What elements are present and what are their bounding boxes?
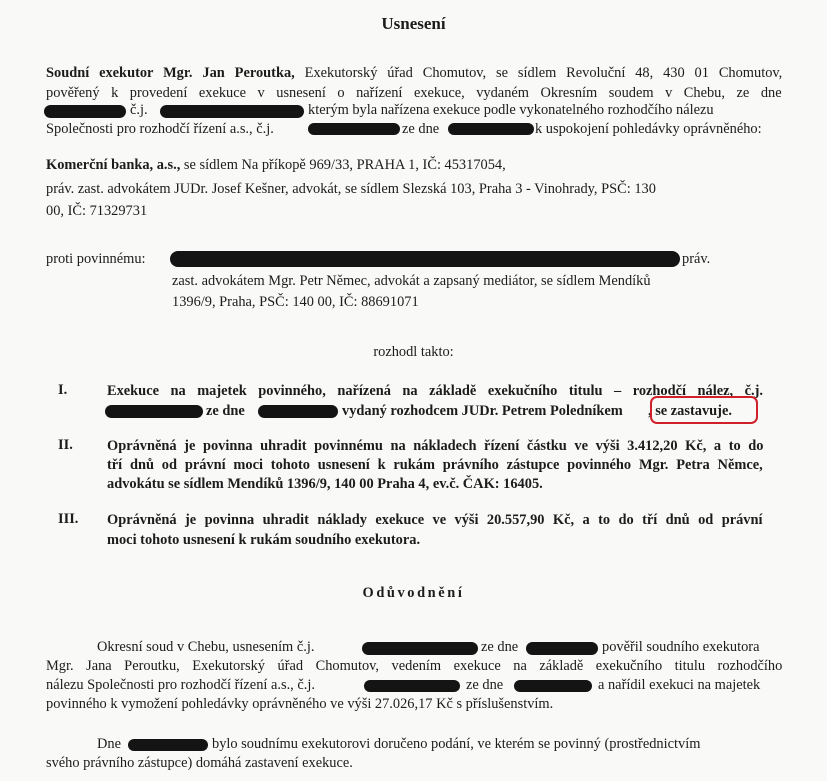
reasoning-p2-line-2: svého právního zástupce) domáhá zastavení exekuce. xyxy=(46,755,353,771)
point-1-line-2b: vydaný rozhodcem JUDr. Petrem Poledníkem xyxy=(342,403,623,419)
point-2-line-1: Oprávněná je povinna uhradit povinnému na nákladech řízení částku ve výši 3.412,20 Kč, a to do xyxy=(107,438,764,454)
executor-name: Soudní exekutor Mgr. Jan Peroutka, xyxy=(46,65,295,81)
executor-address: Exekutorský úřad Chomutov, se sídlem Revoluční 48, 430 01 Chomutov, xyxy=(294,65,783,81)
reasoning-p1-line-1c: pověřil soudního exekutora xyxy=(602,639,760,655)
redaction xyxy=(526,642,598,655)
intro-line-4a: Společnosti pro rozhodčí řízení a.s., č.j. xyxy=(46,121,274,137)
intro-line-2: pověřený k provedení exekuce v usnesení o nařízení exekuce, vydaném Okresním soudem v Chebu, ze dne xyxy=(46,85,782,101)
redaction xyxy=(105,405,203,418)
creditor-line-1 xyxy=(46,156,506,174)
redaction xyxy=(514,680,592,692)
decided-heading: rozhodl takto: xyxy=(373,344,454,360)
redaction xyxy=(170,251,680,267)
point-3-numeral: III. xyxy=(58,511,79,527)
creditor-line-2: práv. zast. advokátem JUDr. Josef Kešner, advokát, se sídlem Slezská 103, Praha 3 - Vinohrady, PSČ: 130 xyxy=(46,181,656,197)
intro-line-3b: kterým byla nařízena exekuce podle vykonatelného rozhodčího nálezu xyxy=(308,102,714,118)
debtor-label: proti povinnému: xyxy=(46,251,146,267)
reasoning-p1-line-1a: Okresní soud v Chebu, usnesením č.j. xyxy=(97,639,315,655)
point-1-line-2c: , se zastavuje. xyxy=(648,403,732,419)
creditor-name: Komerční banka, a.s., xyxy=(46,157,181,173)
document-title: Usnesení xyxy=(381,14,446,33)
redaction xyxy=(364,680,460,692)
point-1-numeral: I. xyxy=(58,382,68,398)
reasoning-p1-line-4: povinného k vymožení pohledávky oprávněného ve výši 27.026,17 Kč s příslušenstvím. xyxy=(46,696,554,712)
reasoning-p1-line-2: Mgr. Jana Peroutku, Exekutorský úřad Chomutov, vedením exekuce na základě exekučního titulu rozhodčího xyxy=(46,658,783,674)
red-highlight-circle xyxy=(650,396,758,424)
intro-line-4b: ze dne xyxy=(402,121,440,137)
point-2-line-3: advokátu se sídlem Mendíků 1396/9, 140 00 Praha 4, ev.č. ČAK: 16405. xyxy=(107,476,543,492)
creditor-address: se sídlem Na příkopě 969/33, PRAHA 1, IČ: 45317054, xyxy=(180,157,506,173)
intro-line-1 xyxy=(46,64,782,82)
creditor-line-3: 00, IČ: 71329731 xyxy=(46,203,148,219)
point-1-line-2a: ze dne xyxy=(206,403,245,419)
point-3-line-1: Oprávněná je povinna uhradit náklady exekuce ve výši 20.557,90 Kč, a to do tří dnů od právní xyxy=(107,512,763,528)
point-2-numeral: II. xyxy=(58,437,73,453)
redaction xyxy=(308,123,400,135)
redaction xyxy=(44,105,126,118)
intro-line-3a: č.j. xyxy=(130,102,148,118)
point-1-line-1: Exekuce na majetek povinného, nařízená na základě exekučního titulu – rozhodčí nález, č.j. xyxy=(107,383,763,399)
reasoning-p2-line-1a: Dne xyxy=(97,736,121,752)
reasoning-heading: Odůvodnění xyxy=(362,585,465,601)
debtor-line-2: zast. advokátem Mgr. Petr Němec, advokát a zapsaný mediátor, se sídlem Mendíků xyxy=(172,273,651,289)
point-3-line-2: moci tohoto usnesení k rukám soudního exekutora. xyxy=(107,532,421,548)
reasoning-p1-line-1b: ze dne xyxy=(481,639,519,655)
reasoning-p1-line-3c: a nařídil exekuci na majetek xyxy=(598,677,761,693)
reasoning-p1-line-3a: nálezu Společnosti pro rozhodčí řízení a.s., č.j. xyxy=(46,677,315,693)
redaction xyxy=(258,405,338,418)
redaction xyxy=(362,642,478,655)
debtor-line-3: 1396/9, Praha, PSČ: 140 00, IČ: 88691071 xyxy=(172,294,419,310)
intro-line-4c: k uspokojení pohledávky oprávněného: xyxy=(535,121,762,137)
redaction xyxy=(448,123,534,135)
debtor-line-1-end: práv. xyxy=(682,251,711,267)
redaction xyxy=(128,739,208,751)
reasoning-p1-line-3b: ze dne xyxy=(466,677,504,693)
point-2-line-2: tří dnů od právní moci tohoto usnesení k rukám právního zástupce povinného Mgr. Petra Němce, xyxy=(107,457,763,473)
redaction xyxy=(160,105,304,118)
reasoning-p2-line-1b: bylo soudnímu exekutorovi doručeno podání, ve kterém se povinný (prostřednictvím xyxy=(212,736,701,752)
